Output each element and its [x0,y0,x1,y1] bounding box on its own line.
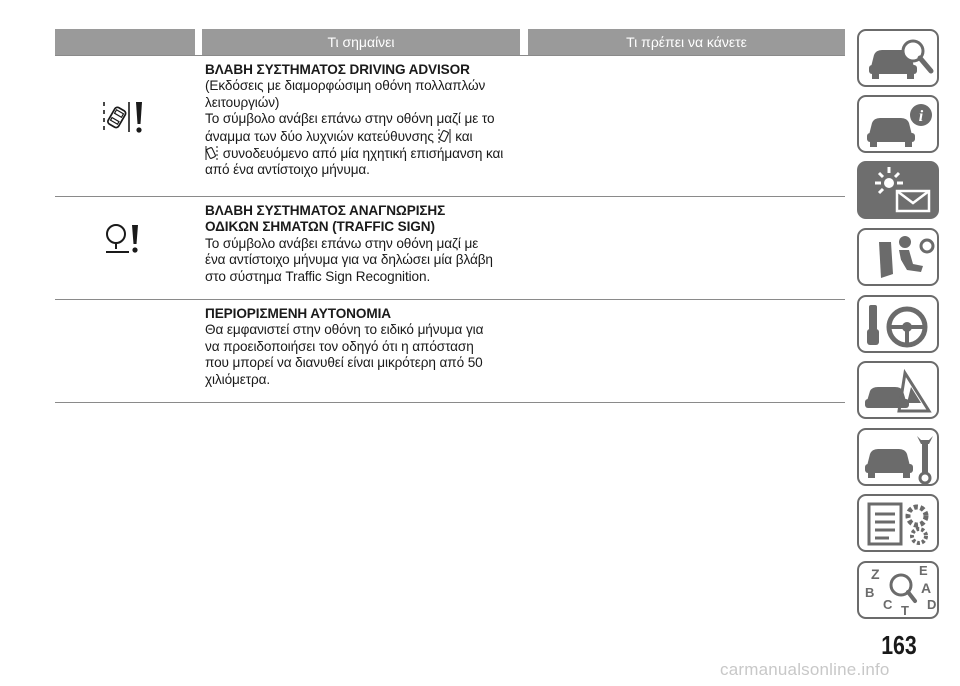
row-line: Το σύμβολο ανάβει επάνω στην οθόνη μαζί με [205,235,479,251]
car-emergency-icon [859,363,939,419]
row-icon-cell [55,197,205,299]
table-row [55,196,845,299]
svg-text:i: i [918,108,924,125]
row-line: να προειδοποιήσει τον οδηγό ότι η απόσταση [205,338,474,354]
airbag-seat-icon [859,230,939,286]
row-line: και [455,128,473,144]
header-action: Τι πρέπει να κάνετε [528,29,845,55]
row-line: (Εκδόσεις με διαμορφώσιμη οθόνη πολλαπλών [205,78,486,94]
tab-warning-lights[interactable] [857,161,939,219]
row-line: χιλιόμετρα. [205,371,271,387]
tab-starting-driving[interactable] [857,295,939,353]
tab-car-info[interactable] [857,95,939,153]
lane-departure-inline-icon-2 [205,145,219,161]
traffic-sign-warning-icon [105,223,143,255]
table-row [55,55,845,196]
row-title: ΒΛΑΒΗ ΣΥΣΤΗΜΑΤΟΣ ΑΝΑΓΝΩΡΙΣΗΣ [205,203,446,218]
specs-gear-icon [859,496,939,552]
lane-driving-advisor-warning-icon [101,100,145,136]
warning-lights-table [55,29,845,403]
index-letter: Z [871,566,880,582]
car-info-icon [859,97,939,153]
header-meaning: Τι σημαίνει [202,29,520,55]
row-line: ένα αντίστοιχο μήνυμα για να δηλώσει μία βλάβη [205,252,493,268]
warning-light-envelope-icon [859,163,939,219]
row-icon-cell [55,300,205,402]
meaning-cell [205,56,525,196]
meaning-cell [205,197,525,299]
row-line: συνοδευόμενο από μία ηχητική επισήμανση και [222,146,504,162]
lane-departure-inline-icon [438,128,452,144]
row-title-cont: ΟΔΙΚΩΝ ΣΗΜΑΤΩΝ (TRAFFIC SIGN) [205,219,435,235]
tab-knowing-your-car[interactable] [857,29,939,87]
row-line: άναμμα των δύο λυχνιών κατεύθυνσης [205,128,434,144]
tab-safety[interactable] [857,228,939,286]
table-row [55,299,845,403]
row-line-with-icon [205,128,525,145]
row-line: Το σύμβολο ανάβει επάνω στην οθόνη μαζί με το [205,111,495,127]
table-header [55,29,845,55]
tab-technical-specs[interactable] [857,494,939,552]
index-letter: A [921,580,932,596]
page-number: 163 [881,630,917,660]
watermark: carmanualsonline.info [720,660,890,679]
car-magnifier-icon [859,31,939,87]
index-letter: C [883,597,893,612]
action-cell [525,300,845,402]
header-icon-column [55,29,195,55]
meaning-cell [205,300,525,402]
row-line: στο σύστημα Traffic Sign Recognition. [205,268,431,284]
action-cell [525,197,845,299]
key-steering-wheel-icon [859,297,939,353]
row-icon-cell [55,56,205,196]
index-letter: B [865,585,875,600]
action-cell [525,56,845,196]
index-letter: E [919,563,928,578]
alphabetical-index-icon [859,563,939,619]
row-line: λειτουργιών) [205,94,280,110]
row-line: από ένα αντίστοιχο μήνυμα. [205,162,370,178]
index-letter: T [901,603,909,618]
row-line-with-icon [205,145,525,162]
tab-servicing[interactable] [857,428,939,486]
tab-emergency[interactable] [857,361,939,419]
tab-index[interactable] [857,561,939,619]
row-line: Θα εμφανιστεί στην οθόνη το ειδικό μήνυμα για [205,322,484,338]
row-title: ΒΛΑΒΗ ΣΥΣΤΗΜΑΤΟΣ DRIVING ADVISOR [205,62,470,77]
row-line: που μπορεί να διανυθεί είναι μικρότερη από 50 [205,355,483,371]
car-wrench-icon [859,430,939,486]
row-title: ΠΕΡΙΟΡΙΣΜΕΝΗ ΑΥΤΟΝΟΜΙΑ [205,306,391,321]
index-letter: D [927,597,937,612]
